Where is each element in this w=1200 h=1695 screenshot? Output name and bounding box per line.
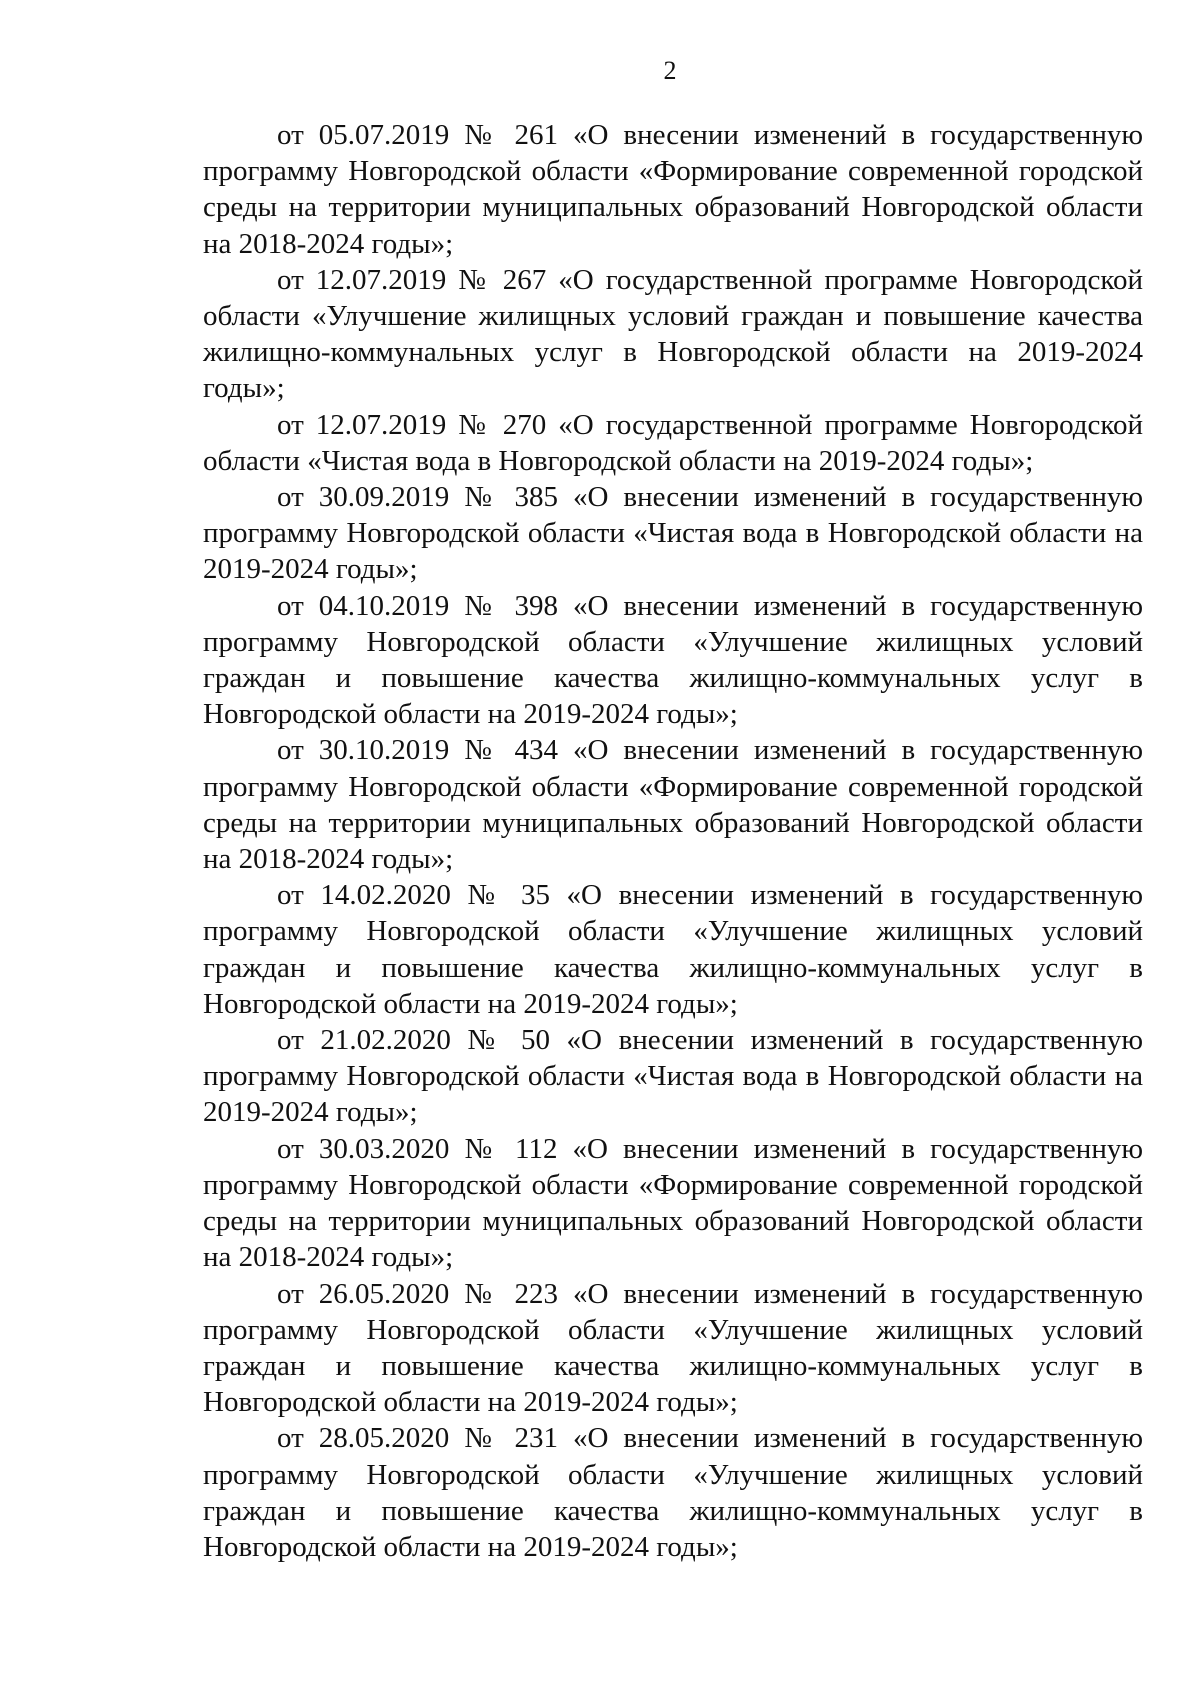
- list-item: от 26.05.2020 № 223 «О внесении изменений в государственную программу Новгородской области «Улучшение жилищных условий граждан и повышение качества жилищно-коммунальных услуг в Новгородской области на 2019-2024 годы»;: [203, 1277, 1143, 1419]
- document-body: [203, 117, 1143, 1565]
- list-item: от 04.10.2019 № 398 «О внесении изменений в государственную программу Новгородской области «Улучшение жилищных условий граждан и повышение качества жилищно-коммунальных услуг в Новгородской области на 2019-2024 годы»;: [203, 589, 1143, 731]
- page-number: 2: [663, 56, 677, 85]
- list-item: от 14.02.2020 № 35 «О внесении изменений в государственную программу Новгородской области «Улучшение жилищных условий граждан и повышение качества жилищно-коммунальных услуг в Новгородской области на 2019-2024 годы»;: [203, 879, 1143, 1020]
- list-item: от 30.09.2019 № 385 «О внесении изменений в государственную программу Новгородской области «Чистая вода в Новгородской области на 2019-2024 годы»;: [203, 481, 1143, 586]
- list-item: от 28.05.2020 № 231 «О внесении изменений в государственную программу Новгородской области «Улучшение жилищных условий граждан и повышение качества жилищно-коммунальных услуг в Новгородской области на 2019-2024 годы»;: [203, 1422, 1143, 1563]
- list-item: от 30.10.2019 № 434 «О внесении изменений в государственную программу Новгородской области «Формирование современной городской среды на территории муниципальных образований Новгородской области на 2018-2024 годы»;: [203, 734, 1143, 876]
- list-item: от 21.02.2020 № 50 «О внесении изменений в государственную программу Новгородской области «Чистая вода в Новгородской области на 2019-2024 годы»;: [203, 1024, 1143, 1129]
- list-item: от 30.03.2020 № 112 «О внесении изменений в государственную программу Новгородской области «Формирование современной городской среды на территории муниципальных образований Новгородской области на 2018-2024 годы»;: [203, 1132, 1143, 1274]
- list-item: от 05.07.2019 № 261 «О внесении изменений в государственную программу Новгородской области «Формирование современной городской среды на территории муниципальных образований Новгородской области на 2018-2024 годы»;: [203, 119, 1143, 260]
- list-item: от 12.07.2019 № 267 «О государственной программе Новгородской области «Улучшение жилищных условий граждан и повышение качества жилищно-коммунальных услуг в Новгородской области на 2019-2024 годы»;: [203, 263, 1143, 405]
- list-item: от 12.07.2019 № 270 «О государственной программе Новгородской области «Чистая вода в Новгородской области на 2019-2024 годы»;: [203, 408, 1143, 477]
